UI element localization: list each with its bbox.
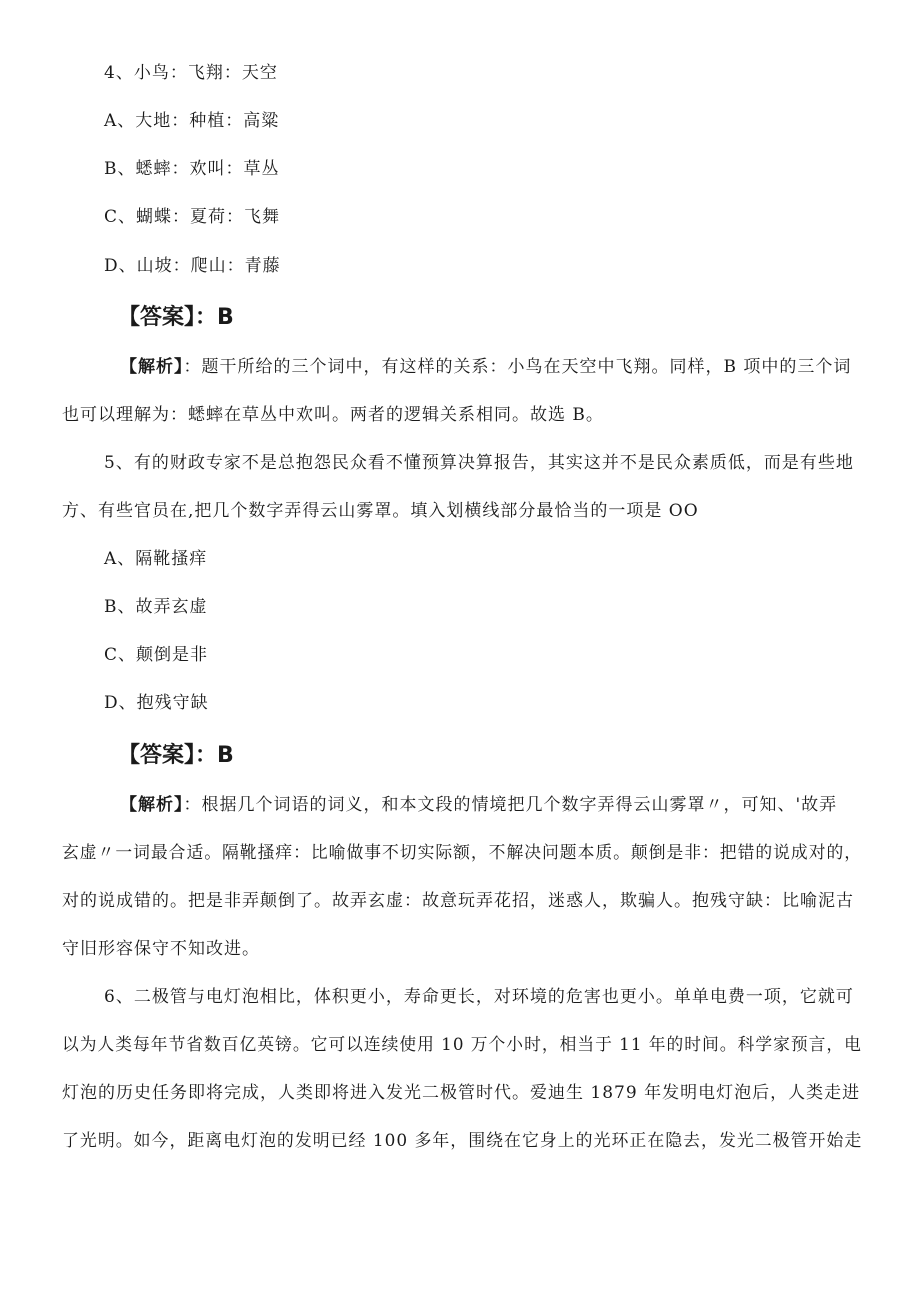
q5-analysis-line-4: 守旧形容保守不知改进。: [62, 939, 260, 959]
q5-option-c: C、颠倒是非: [104, 645, 209, 665]
q5-answer-value: ：B: [195, 743, 234, 768]
q5-stem-line-1: 5、有的财政专家不是总抱怨民众看不懂预算决算报告，其实这并不是民众素质低，而是有些地: [104, 453, 854, 473]
q5-analysis-line-1: [120, 794, 837, 816]
q4-option-c: C、蝴蝶：夏荷：飞舞: [104, 207, 281, 227]
q5-analysis-text-1: ：根据几个词语的词义，和本文段的情境把几个数字弄得云山雾罩〃，可知、'故弄: [183, 795, 838, 815]
q5-analysis-line-3: 对的说成错的。把是非弄颠倒了。故弄玄虚：故意玩弄花招，迷惑人，欺骗人。抱残守缺：比喻泥古: [62, 891, 854, 911]
q5-stem-line-2: 方、有些官员在,把几个数字弄得云山雾罩。填入划横线部分最恰当的一项是 OO: [62, 501, 699, 521]
q6-stem-line-3: 灯泡的历史任务即将完成，人类即将进入发光二极管时代。爱迪生 1879 年发明电灯泡后，人类走进: [62, 1083, 861, 1103]
q4-analysis-label: 【解析】: [120, 357, 184, 377]
q4-answer-value: ：B: [195, 305, 234, 330]
q5-option-d: D、抱残守缺: [104, 693, 209, 713]
q5-option-a: A、隔靴搔痒: [104, 549, 208, 569]
q6-stem-line-2: 以为人类每年节省数百亿英镑。它可以连续使用 10 万个小时，相当于 11 年的时间。科学家预言，电: [62, 1035, 862, 1055]
q5-answer-label: 【答案】: [118, 743, 196, 768]
q4-answer-label: 【答案】: [118, 305, 196, 330]
q5-analysis-label: 【解析】: [120, 795, 184, 815]
q4-analysis-line-1: [120, 356, 851, 378]
q4-analysis-text-1: ：题干所给的三个词中，有这样的关系：小鸟在天空中飞翔。同样，B 项中的三个词: [183, 357, 852, 377]
q5-analysis-line-2: 玄虚〃一词最合适。隔靴搔痒：比喻做事不切实际额，不解决问题本质。颠倒是非：把错的说成对的，: [62, 843, 863, 863]
q4-analysis-line-2: 也可以理解为：蟋蟀在草丛中欢叫。两者的逻辑关系相同。故选 B。: [62, 405, 604, 425]
q5-option-b: B、故弄玄虚: [104, 597, 208, 617]
q4-answer: [118, 304, 234, 332]
q4-option-d: D、山坡：爬山：青藤: [104, 256, 281, 276]
q4-option-a: A、大地：种植：高粱: [104, 111, 280, 131]
q5-answer: [118, 742, 234, 770]
q4-stem: 4、小鸟：飞翔：天空: [104, 63, 278, 83]
q6-stem-line-1: 6、二极管与电灯泡相比，体积更小，寿命更长，对环境的危害也更小。单单电费一项，它就可: [104, 987, 854, 1007]
q6-stem-line-4: 了光明。如今，距离电灯泡的发明已经 100 多年，围绕在它身上的光环正在隐去，发光二极管开始走: [62, 1131, 863, 1151]
q4-option-b: B、蟋蟀：欢叫：草丛: [104, 159, 280, 179]
